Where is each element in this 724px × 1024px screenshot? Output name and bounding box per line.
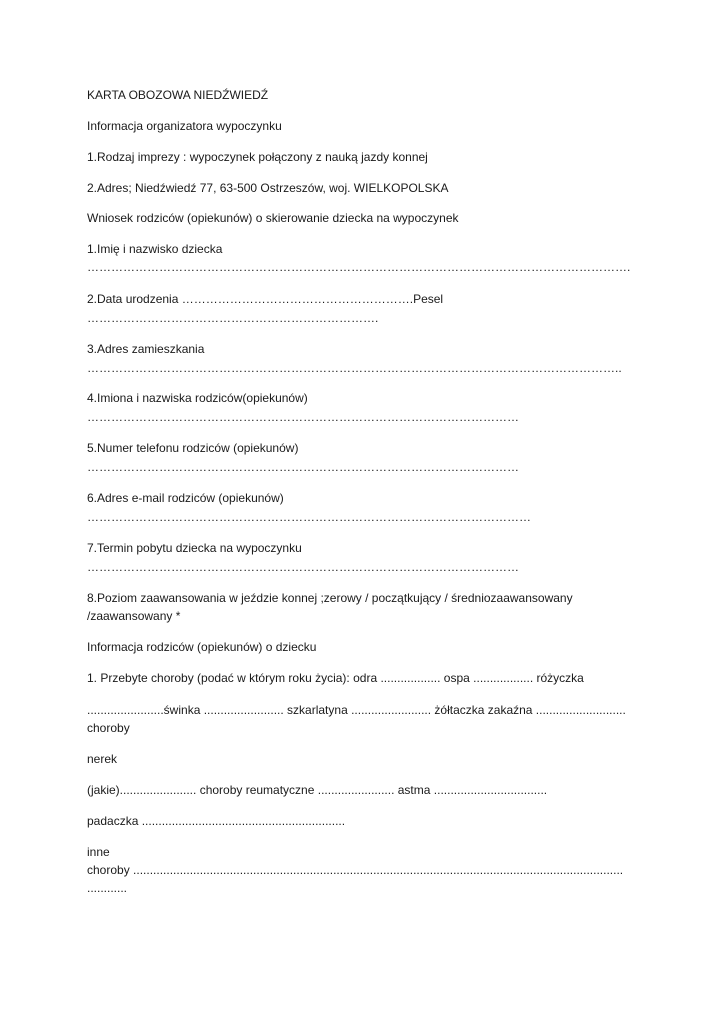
diseases-line3: choroby [87,721,130,735]
diseases-line1[interactable]: 1. Przebyte choroby (podać w którym roku życia): odra .................. ospa .................. różyczka [87,671,584,685]
event-type: 1.Rodzaj imprezy : wypoczynek połączony z nauką jazdy konnej [87,150,428,164]
request-heading: Wniosek rodziców (opiekunów) o skierowanie dziecka na wypoczynek [87,211,459,225]
parents-email-field[interactable]: ………………………………………………………………………………………………… [87,510,531,524]
organizer-address: 2.Adres; Niedźwiedź 77, 63-500 Ostrzeszów, woj. WIELKOPOLSKA [87,181,449,195]
organizer-heading: Informacja organizatora wypoczynku [87,119,282,133]
parents-phone-label: 5.Numer telefonu rodziców (opiekunów) [87,441,299,455]
stay-dates-field[interactable]: ……………………………………………………………………………………………… [87,560,519,574]
riding-level-line1[interactable]: 8.Poziom zaawansowania w jeździe konnej ;zerowy / początkujący / średniozaawansowany [87,591,573,605]
birth-date-pesel-label[interactable]: 2.Data urodzenia ………………………………………………….Pesel [87,292,444,306]
diseases-line2[interactable]: .......................świnka ........................ szkarlatyna ........................ żółtaczka zakaźna ........................... [87,703,626,717]
parents-phone-field[interactable]: ……………………………………………………………………………………………… [87,460,519,474]
home-address-label: 3.Adres zamieszkania [87,342,205,356]
diseases-other-label: inne [87,845,110,859]
child-name-field[interactable]: ………………………………………………………………………………………………………………………. [87,260,631,274]
diseases-line5[interactable]: (jakie)....................... choroby reumatyczne ....................... astma .................................. [87,783,548,797]
child-name-label: 1.Imię i nazwisko dziecka [87,242,223,256]
stay-dates-label: 7.Termin pobytu dziecka na wypoczynku [87,541,302,555]
parents-email-label: 6.Adres e-mail rodziców (opiekunów) [87,491,284,505]
diseases-other-field[interactable]: choroby ................................................................................................................................................... [87,863,624,877]
home-address-field[interactable]: …………………………………………………………………………………………………………………….. [87,361,622,375]
parents-names-label: 4.Imiona i nazwiska rodziców(opiekunów) [87,391,308,405]
birth-date-pesel-field[interactable]: ………………………………………………………………. [87,311,379,325]
riding-level-line2[interactable]: /zaawansowany * [87,609,181,623]
diseases-line4: nerek [87,752,118,766]
document-title: KARTA OBOZOWA NIEDŹWIEDŹ [87,88,269,102]
diseases-epilepsy[interactable]: padaczka ............................................................. [87,814,346,828]
diseases-other-field-cont[interactable]: ............ [87,881,128,895]
parents-names-field[interactable]: ……………………………………………………………………………………………… [87,410,519,424]
parents-info-heading: Informacja rodziców (opiekunów) o dziecku [87,640,317,654]
